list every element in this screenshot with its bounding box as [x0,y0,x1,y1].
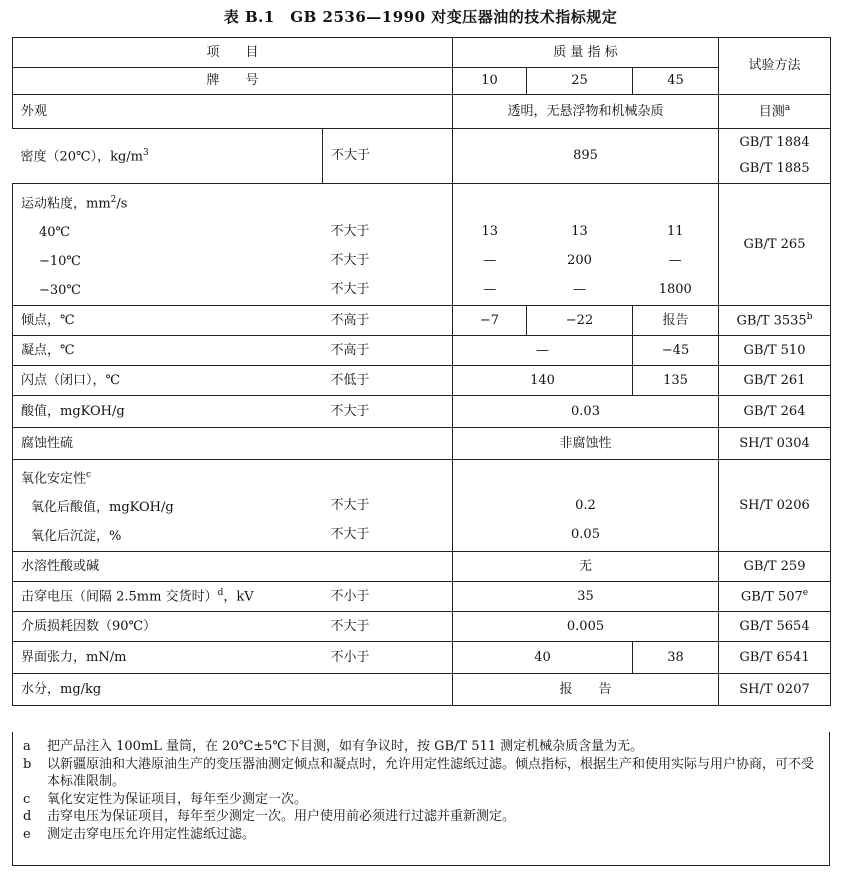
oxidation-sludge-label: 氧化后沉淀，% [31,528,122,544]
density-name: 密度（20℃），$kg/m^3$ [13,129,323,184]
dielectric-name: 介质损耗因数（90℃） [13,612,323,642]
dielectric-value: 0.005 [453,612,719,642]
freeze-point-name: 凝点，℃ [13,336,323,366]
row-density [13,129,831,184]
row-pour-point [13,306,831,336]
appearance-name: 外观 [13,95,453,129]
freeze-point-45: −45 [633,336,719,366]
flash-point-name: 闪点（闭口），℃ [13,366,323,396]
oxidation-name: 氧化安定性$^c$ 氧化后酸值，mgKOH/g 氧化后沉淀，% [13,460,323,552]
water-method: SH/T 0207 [719,674,831,706]
water-name: 水分，mg/kg [13,674,453,706]
dielectric-method: GB/T 5654 [719,612,831,642]
corrosive-sulfur-name: 腐蚀性硫 [13,428,453,460]
interfacial-name: 界面张力，mN/m [13,642,323,674]
corrosive-sulfur-value: 非腐蚀性 [453,428,719,460]
viscosity-m10-label: −10℃ [39,254,81,270]
freeze-point-method: GB/T 510 [719,336,831,366]
pour-point-25: −22 [527,306,633,336]
acid-name: 酸值，mgKOH/g [13,396,323,428]
oxidation-limits: 不大于 不大于 [323,460,453,552]
breakdown-value: 35 [453,582,719,612]
row-appearance [13,95,831,129]
viscosity-limits: 不大于 不大于 不大于 [323,184,453,306]
viscosity-45: 11 — 1800 [633,184,719,306]
footnote-c: c 氧化安定性为保证项目，每年至少测定一次。 [23,791,308,807]
header-grade: 牌 号 [13,68,453,95]
pour-point-10: −7 [453,306,527,336]
row-flash-point [13,366,831,396]
footnote-d: d 击穿电压为保证项目，每年至少测定一次。用户使用前必须进行过滤并重新测定。 [23,809,516,824]
pour-point-limit: 不高于 [323,306,453,336]
acid-limit: 不大于 [323,396,453,428]
viscosity-25: 13 200 — [527,184,633,306]
grade-25: 25 [527,68,633,95]
row-interfacial [13,642,831,674]
viscosity-name: 运动粘度，$mm^2/s$ 40℃ −10℃ −30℃ [13,184,323,306]
header-quality: 质 量 指 标 [453,38,719,68]
density-method: GB/T 1884 GB/T 1885 [719,129,831,184]
grade-10: 10 [453,68,527,95]
footnote-a: a 把产品注入 100mL 量筒，在 20℃±5℃下目测，如有争议时，按 GB/T 511 测定机械杂质含量为无。 [23,739,644,754]
flash-point-method: GB/T 261 [719,366,831,396]
acid-method: GB/T 264 [719,396,831,428]
acid-value: 0.03 [453,396,719,428]
footnote-e: e 测定击穿电压允许用定性滤纸过滤。 [23,826,256,842]
header-method: 试验方法 [719,38,831,95]
pour-point-45: 报告 [633,306,719,336]
breakdown-method: GB/T 507e [719,582,831,612]
interfacial-limit: 不小于 [323,642,453,674]
water-value: 报 告 [453,674,719,706]
oxidation-acid-label: 氧化后酸值，mgKOH/g [31,499,174,515]
row-freeze-point [13,336,831,366]
pour-point-method: GB/T 3535$^b$ [719,306,831,336]
table-title: 表 B.1 GB 2536—1990 对变压器油的技术指标规定 [223,8,618,26]
interfacial-method: GB/T 6541 [719,642,831,674]
flash-point-10-25: 140 [453,366,633,396]
row-dielectric [13,612,831,642]
viscosity-40-label: 40℃ [39,225,71,241]
header-row-grade [13,68,831,95]
oxidation-method: SH/T 0206 [719,460,831,552]
row-water-acid [13,552,831,582]
density-value: 895 [453,129,719,184]
oxidation-values: 0.2 0.05 [453,460,719,552]
pour-point-name: 倾点，℃ [13,306,323,336]
water-acid-name: 水溶性酸或碱 [13,552,453,582]
header-item: 项 目 [13,38,453,68]
header-row-item [13,38,831,68]
freeze-point-limit: 不高于 [323,336,453,366]
spec-table [12,37,831,706]
interfacial-45: 38 [633,642,719,674]
density-limit: 不大于 [323,129,453,184]
water-acid-method: GB/T 259 [719,552,831,582]
water-acid-value: 无 [453,552,719,582]
viscosity-method: GB/T 265 [719,184,831,306]
flash-point-45: 135 [633,366,719,396]
freeze-point-10-25: — [453,336,633,366]
corrosive-sulfur-method: SH/T 0304 [719,428,831,460]
row-acid [13,396,831,428]
grade-45: 45 [633,68,719,95]
breakdown-name: 击穿电压（间隔 2.5mm 交货时）$^d$，kV [13,582,323,612]
row-water [13,674,831,706]
interfacial-10-25: 40 [453,642,633,674]
viscosity-m30-label: −30℃ [39,283,81,299]
row-breakdown [13,582,831,612]
row-corrosive-sulfur [13,428,831,460]
appearance-value: 透明，无悬浮物和机械杂质 [453,95,719,129]
dielectric-limit: 不大于 [323,612,453,642]
flash-point-limit: 不低于 [323,366,453,396]
row-viscosity [13,184,831,306]
breakdown-limit: 不小于 [323,582,453,612]
footnote-b: b 以新疆原油和大港原油生产的变压器油测定倾点和凝点时，允许用定性滤纸过滤。倾点指标，根据生产和使用实际与用户协商，可不受本标准限制。 [23,756,815,789]
row-oxidation [13,460,831,552]
viscosity-10: 13 — — [453,184,527,306]
appearance-method: 目测$^a$ [719,95,831,129]
footnotes [12,732,830,866]
